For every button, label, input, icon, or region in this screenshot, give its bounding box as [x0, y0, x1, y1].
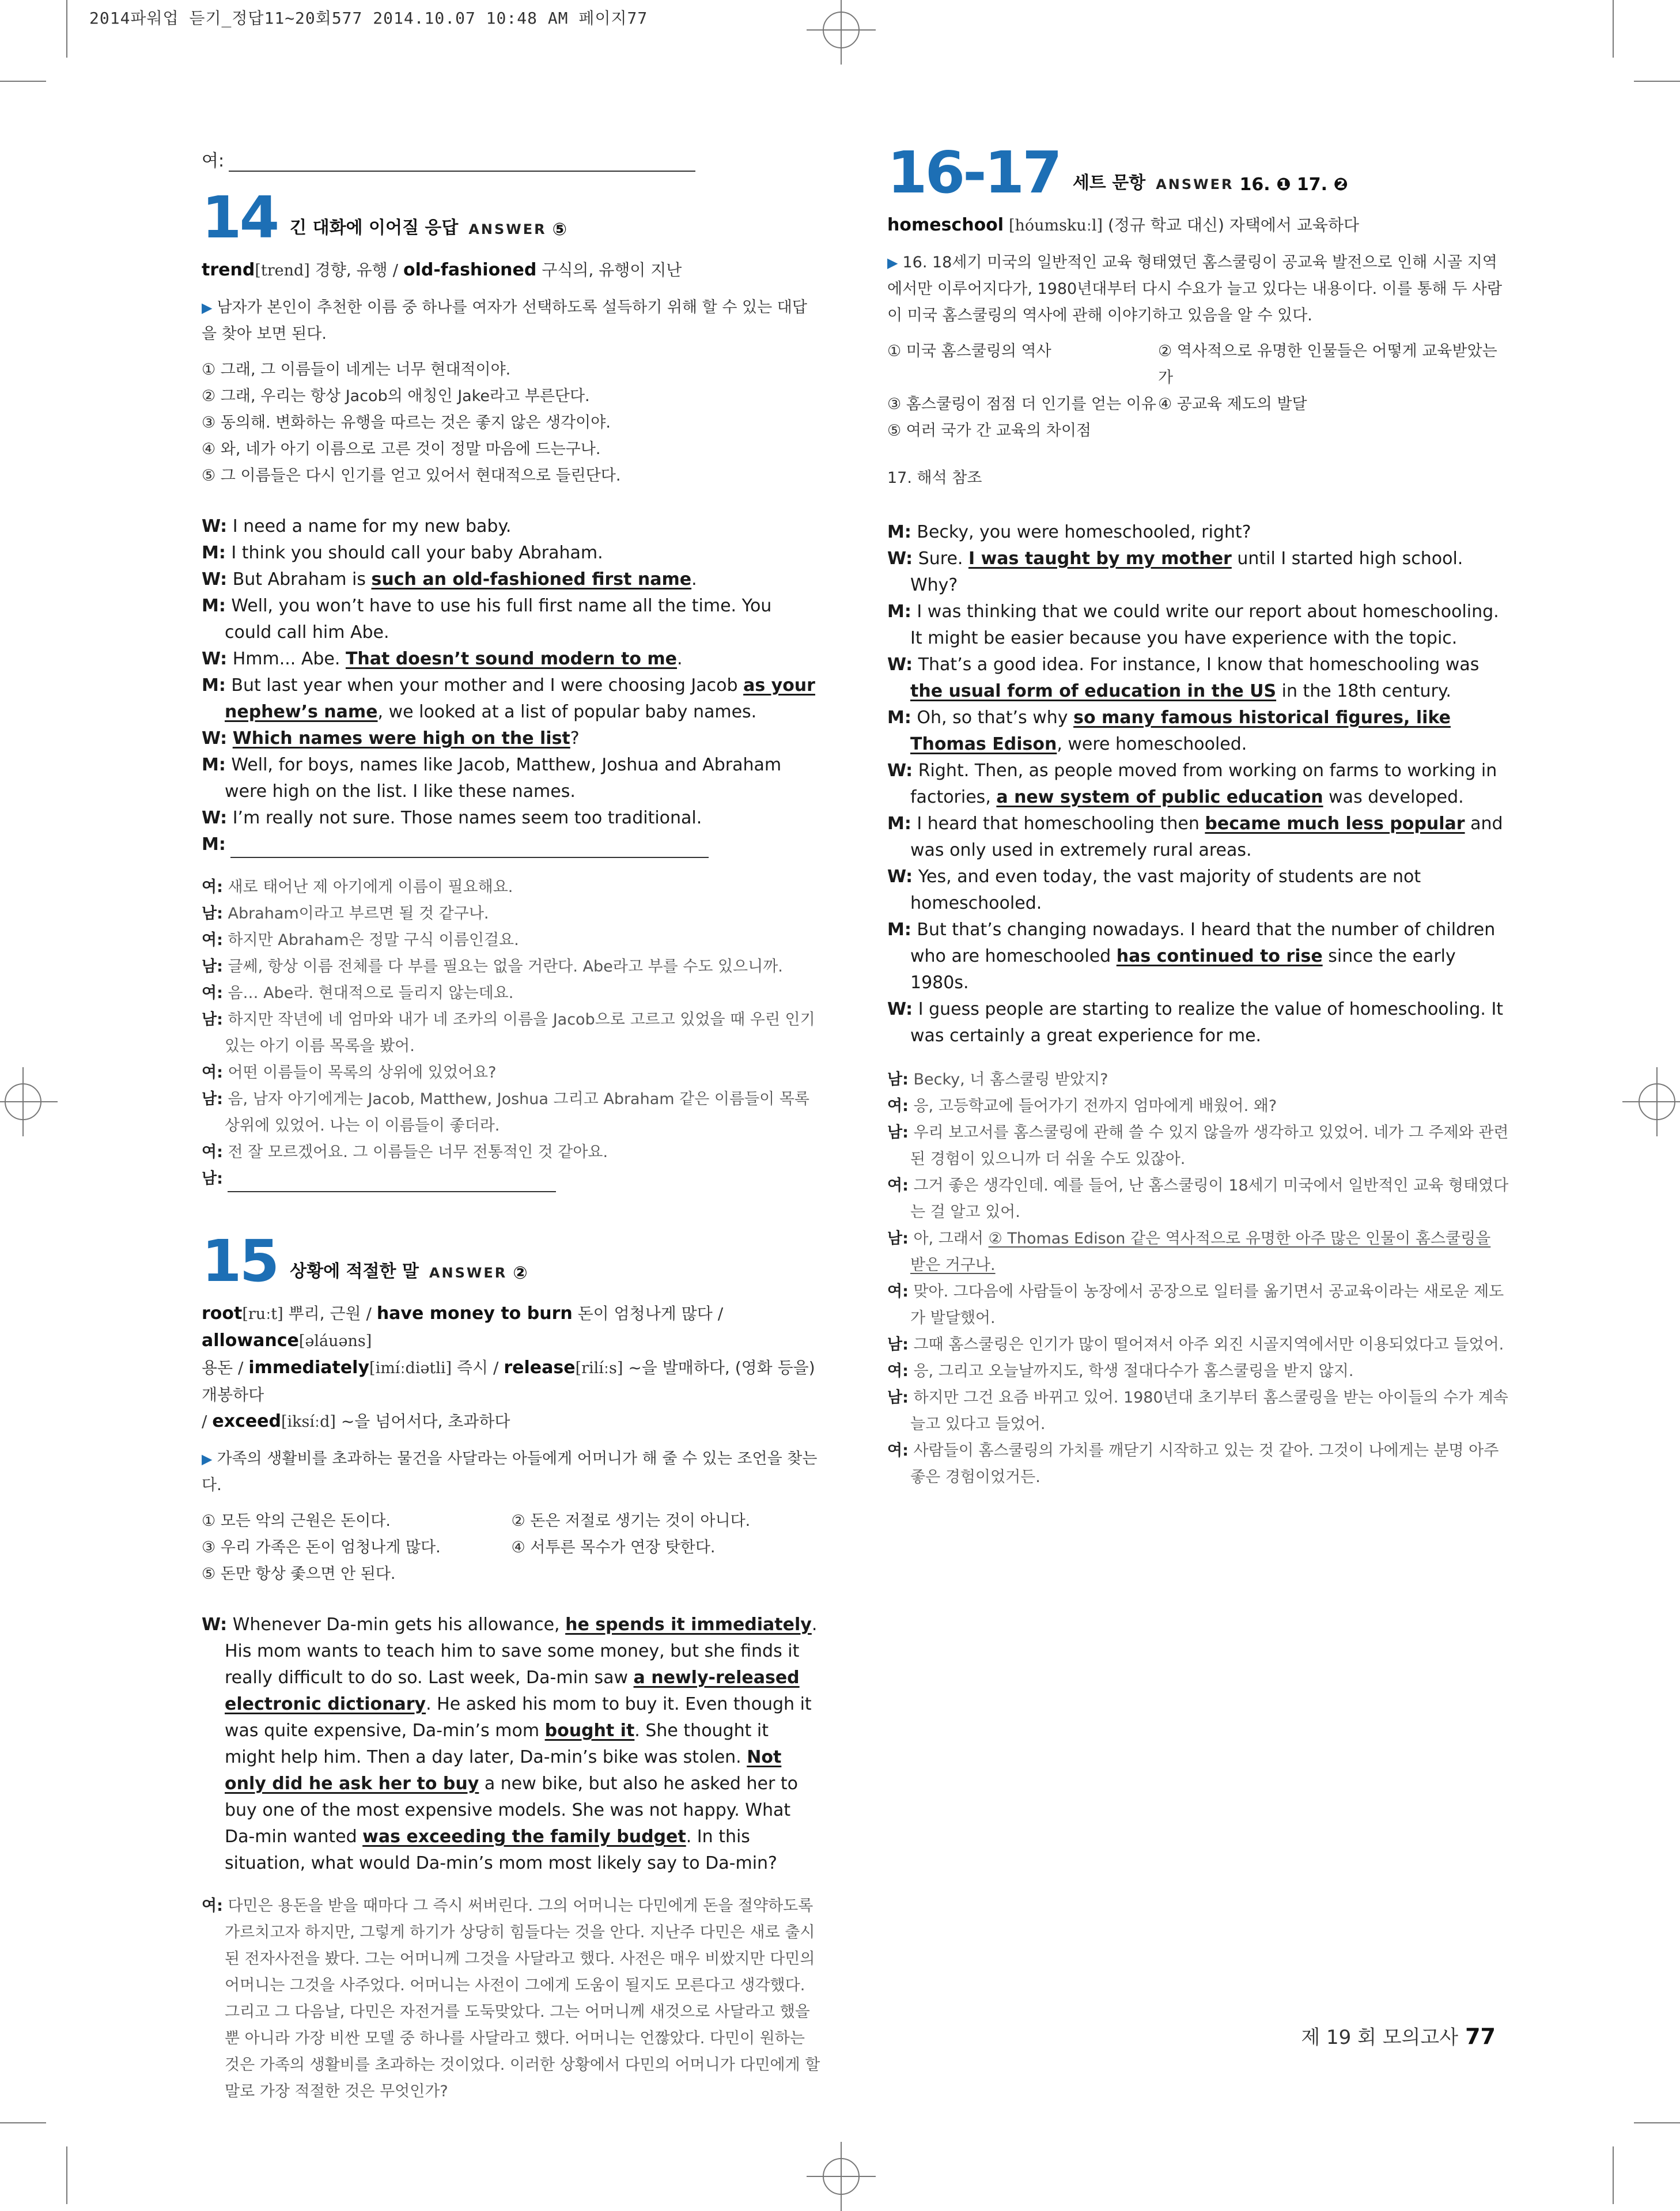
- speaker-label: 여:: [202, 1897, 223, 1915]
- speaker-label: W:: [202, 569, 228, 589]
- crop-mark: [0, 81, 46, 82]
- vocab-meaning: ~을 넘어서다, 초과하다: [340, 1412, 510, 1431]
- dialogue-translation: [887, 1067, 1509, 1491]
- key-phrase: was exceeding the family budget: [362, 1827, 686, 1847]
- translation-text: 음… Abe라. 현대적으로 들리지 않는데요.: [222, 984, 514, 1002]
- options-list: [202, 357, 821, 489]
- vocab-line: [202, 1408, 821, 1435]
- script-line: [887, 758, 1509, 811]
- speaker-label: 남:: [202, 905, 223, 923]
- translation-text: 어떤 이름들이 목록의 상위에 있었어요?: [222, 1064, 497, 1082]
- speaker-label: W:: [887, 761, 913, 781]
- script-text: That’s a good idea. For instance, I know that homeschooling was: [913, 655, 1480, 675]
- speaker-label: W:: [887, 549, 913, 569]
- script-text: . In this situation, what would Da-min’s mom most likely say to Da-min?: [225, 1827, 777, 1873]
- speaker-label: M:: [202, 543, 226, 563]
- script-text: Hmm... Abe.: [227, 649, 346, 669]
- key-phrase: has continued to rise: [1116, 946, 1323, 966]
- script-line: [202, 646, 821, 672]
- script-line: [202, 725, 821, 752]
- vocab-word: immediately: [248, 1358, 370, 1378]
- script-text: Yes, and even today, the vast majority of students are not homeschooled.: [910, 867, 1421, 913]
- speaker-label: M:: [202, 675, 226, 696]
- question-header: [887, 139, 1509, 206]
- monologue-translation: [202, 1893, 821, 2105]
- speaker-label: 여:: [202, 984, 223, 1002]
- script-text: I was thinking that we could write our report about homeschooling. It might be easier because you have experience with the topic.: [910, 602, 1499, 648]
- translation-text: 하지만 그건 요즘 바뀌고 있어. 1980년대 초기부터 홈스쿨링을 받는 아이들의 수가 계속 늘고 있다고 들었어.: [908, 1389, 1508, 1433]
- speaker-label: 여:: [887, 1442, 909, 1460]
- translation-text: 하지만 작년에 네 엄마와 내가 네 조카의 이름을 Jacob으로 고르고 있었을 때 우린 인기 있는 아기 이름 목록을 봤어.: [222, 1011, 815, 1055]
- script-text: Whenever Da-min gets his allowance,: [227, 1615, 566, 1635]
- question-header: [202, 1227, 821, 1295]
- vocab-ipa: [iksíːd]: [281, 1413, 336, 1431]
- speaker-label: W:: [887, 655, 913, 675]
- speaker-label: M:: [202, 755, 226, 775]
- speaker-label: W:: [887, 867, 913, 887]
- translation-line: [887, 1279, 1509, 1332]
- speaker-label: M:: [887, 814, 911, 834]
- translation-text: 새로 태어난 제 아기에게 이름이 필요해요.: [222, 878, 513, 896]
- script-line: [887, 917, 1509, 996]
- translation-line: [202, 1086, 821, 1139]
- speaker-label: 여:: [887, 1177, 909, 1195]
- translation-line: [887, 1358, 1509, 1385]
- monologue-script: [202, 1612, 821, 1877]
- answer-blank: [202, 144, 821, 172]
- option-item: ② 역사적으로 유명한 인물들은 어떻게 교육받았는가: [1158, 342, 1497, 387]
- option-item: ⑤ 돈만 항상 좇으면 안 된다.: [202, 1565, 396, 1583]
- option-item: ① 미국 홈스쿨링의 역사: [887, 342, 1051, 360]
- vocab-word: homeschool: [887, 215, 1004, 235]
- script-line: [887, 652, 1509, 705]
- crop-mark: [66, 2146, 67, 2204]
- vocab-list: [887, 212, 1509, 239]
- script-text: But that’s changing nowadays. I heard that the number of children who are homeschooled: [910, 920, 1496, 966]
- translation-line: [887, 1067, 1509, 1093]
- vocab-ipa: [imíːdiətli]: [369, 1359, 452, 1377]
- vocab-meaning: 돈이 엄청나게 많다 /: [577, 1304, 724, 1323]
- speaker-label: 여:: [202, 931, 223, 949]
- key-phrase: so many famous historical figures, like Thomas Edison: [910, 708, 1451, 754]
- speaker-label: 남:: [202, 1090, 223, 1108]
- script-text: . His mom wants to teach him to save some money, but she finds it really difficult to do so. Last week, Da-min saw: [225, 1615, 818, 1688]
- vocab-word: have money to burn: [376, 1303, 573, 1324]
- vocab-word: release: [504, 1358, 576, 1378]
- option-item: ④ 서투른 목수가 연장 탓한다.: [511, 1539, 716, 1556]
- translation-text: Becky, 너 홈스쿨링 받았지?: [908, 1071, 1108, 1089]
- script-text: a new bike, but also he asked her to buy one of the most expensive models. She was not happy. What Da-min wanted: [225, 1774, 798, 1847]
- script-text: [227, 728, 233, 749]
- script-line: [887, 705, 1509, 758]
- vocab-ipa: [trend]: [255, 262, 310, 279]
- option-item: ② 그래, 우리는 항상 Jacob의 애칭인 Jake라고 부른단다.: [202, 387, 590, 405]
- speaker-label: M:: [887, 920, 911, 940]
- script-text: Well, for boys, names like Jacob, Matthew, Joshua and Abraham were high on the list. I like these names.: [225, 755, 782, 802]
- right-column: [887, 139, 1509, 1491]
- option-item: ② 돈은 저절로 생기는 것이 아니다.: [511, 1512, 751, 1530]
- speaker-label: 여:: [887, 1097, 909, 1115]
- option-item: ④ 공교육 제도의 발달: [1158, 395, 1307, 413]
- translation-line: [887, 1120, 1509, 1173]
- left-column: [202, 144, 821, 2105]
- vocab-meaning: 경향, 유행 /: [315, 260, 399, 279]
- speaker-label: 남:: [887, 1071, 909, 1089]
- key-phrase: the usual form of education in the US: [910, 681, 1277, 701]
- script-text: in the 18th century.: [1276, 681, 1451, 701]
- option-item: ③ 홈스쿨링이 점점 더 인기를 얻는 이유: [887, 395, 1156, 413]
- crop-mark: [1613, 0, 1614, 58]
- key-phrase: I was taught by my mother: [968, 549, 1232, 569]
- script-text: Sure.: [913, 549, 968, 569]
- solution-hint: ▶ 16. 18세기 미국의 일반적인 교육 형태였던 홈스쿨링이 공교육 발전으로 인해 시골 지역에서만 이루어지다가, 1980년대부터 다시 수요가 늘고 있다는 내용이다. 이를 통해 두 사람이 미국 홈스쿨링의 역사에 관해 이야기하고 있음을 알 수 있다.: [887, 254, 1503, 324]
- vocab-meaning: 뿌리, 근원 /: [288, 1304, 372, 1323]
- vocab-list: [202, 257, 821, 284]
- script-line: [887, 519, 1509, 546]
- question-16-17: [887, 139, 1509, 1491]
- answer-underline: ② Thomas Edison 같은 역사적으로 유명한 아주 많은 인물이 홈스쿨링을 받은 거구나.: [910, 1230, 1491, 1274]
- translation-text: 음, 남자 아기에게는 Jacob, Matthew, Joshua 그리고 Abraham 같은 이름들이 목록 상위에 있었어. 나는 이 이름들이 좋더라.: [222, 1090, 809, 1135]
- key-phrase: bought it: [544, 1721, 635, 1741]
- option-item: ⑤ 그 이름들은 다시 인기를 얻고 있어서 현대적으로 들린단다.: [202, 467, 621, 485]
- translation-line: [887, 1438, 1509, 1491]
- vocab-meaning: 구식의, 유행이 지난: [542, 260, 682, 279]
- script-text: But last year when your mother and I were choosing Jacob: [225, 675, 744, 696]
- registration-mark: [1639, 1083, 1675, 1120]
- script-line: [202, 540, 821, 566]
- crop-mark: [0, 2122, 46, 2123]
- vocab-ipa: [hóumskuːl]: [1008, 217, 1103, 235]
- option-item: ③ 우리 가족은 돈이 엄청나게 많다.: [202, 1539, 441, 1556]
- script-line: [887, 599, 1509, 652]
- speaker-label: M:: [887, 708, 911, 728]
- speaker-label: M:: [202, 834, 226, 855]
- script-text: . He asked his mom to buy it. Even though it was quite expensive, Da-min’s mom: [225, 1694, 812, 1741]
- triangle-bullet-icon: ▶: [887, 255, 898, 271]
- speaker-label: 여:: [202, 878, 223, 896]
- question-title: 긴 대화에 이어질 응답: [290, 218, 459, 238]
- script-text: I need a name for my new baby.: [227, 516, 512, 536]
- speaker-label: 남:: [887, 1336, 909, 1354]
- key-phrase: became much less popular: [1205, 814, 1465, 834]
- script-text: I think you should call your baby Abraham.: [225, 543, 603, 563]
- speaker-label: 남:: [202, 1011, 223, 1029]
- vocab-word: allowance: [202, 1331, 299, 1351]
- translation-line: [202, 901, 821, 927]
- answer-value: 16. ❶ 17. ❷: [1239, 175, 1348, 195]
- translation-line: [202, 874, 821, 901]
- script-text: .: [691, 569, 697, 589]
- key-phrase: as your nephew’s name: [225, 675, 815, 722]
- translation-line: [202, 1139, 821, 1166]
- translation-line: [202, 927, 821, 954]
- vocab-ipa: [ruːt]: [242, 1305, 283, 1323]
- key-phrase: such an old-fashioned first name: [371, 569, 692, 589]
- dialogue-script: [202, 513, 821, 858]
- script-line: [887, 546, 1509, 599]
- speaker-label: 남:: [202, 1170, 223, 1188]
- speaker-label: 여:: [202, 1143, 223, 1161]
- script-line: [887, 996, 1509, 1049]
- speaker-label: 남:: [887, 1230, 909, 1248]
- question-number: 16-17: [887, 139, 1060, 206]
- script-line: [887, 811, 1509, 864]
- answer-label: ANSWER: [468, 221, 547, 237]
- script-line: [202, 672, 821, 725]
- vocab-list: [202, 1301, 821, 1435]
- vocab-word: old-fashioned: [403, 260, 537, 280]
- triangle-bullet-icon: ▶: [202, 1451, 213, 1467]
- translation-line: [202, 1007, 821, 1060]
- translation-line: [202, 954, 821, 980]
- translation-line: [887, 1385, 1509, 1438]
- translation-text: 사람들이 홈스쿨링의 가치를 깨닫기 시작하고 있는 것 같아. 그것이 나에게는 분명 아주 좋은 경험이었거든.: [908, 1442, 1499, 1486]
- translation-text: 우리 보고서를 홈스쿨링에 관해 쓸 수 있지 않을까 생각하고 있었어. 네가 그 주제와 관련된 경험이 있으니까 더 쉬울 수도 있잖아.: [908, 1124, 1509, 1168]
- vocab-meaning: (정규 학교 대신) 자택에서 교육하다: [1107, 216, 1360, 235]
- vocab-line: [202, 1301, 821, 1355]
- question-15: [202, 1227, 821, 2105]
- vocab-meaning: /: [202, 1412, 207, 1431]
- dialogue-script: [887, 519, 1509, 1049]
- option-item: ④ 와, 네가 아기 이름으로 고른 것이 정말 마음에 드는구나.: [202, 440, 601, 458]
- crop-mark: [1613, 2146, 1614, 2204]
- vocab-meaning: 용돈 /: [202, 1358, 244, 1377]
- script-line: [202, 566, 821, 593]
- question-title: 세트 문항: [1072, 173, 1146, 193]
- vocab-word: root: [202, 1303, 243, 1324]
- translation-text: 그때 홈스쿨링은 인기가 많이 떨어져서 아주 외진 시골지역에서만 이용되었다고 들었어.: [908, 1336, 1504, 1354]
- page-footer: [1301, 2021, 1496, 2050]
- translation-text: 응, 그리고 오늘날까지도, 학생 절대다수가 홈스쿨링을 받지 않지.: [908, 1362, 1354, 1380]
- translation-text: 아, 그래서: [908, 1230, 989, 1248]
- speaker-label: 여:: [202, 1064, 223, 1082]
- script-text: Becky, you were homeschooled, right?: [911, 522, 1251, 542]
- speaker-label: W:: [202, 516, 228, 536]
- script-text: , were homeschooled.: [1057, 734, 1247, 754]
- translation-text: 전 잘 모르겠어요. 그 이름들은 너무 전통적인 것 같아요.: [222, 1143, 608, 1161]
- solution-hint: ▶ 남자가 본인이 추천한 이름 중 하나를 여자가 선택하도록 설득하기 위해 할 수 있는 대답을 찾아 보면 된다.: [202, 298, 807, 343]
- speaker-label: W:: [887, 999, 913, 1019]
- solution-hint: ▶ 가족의 생활비를 초과하는 물건을 사달라는 아들에게 어머니가 해 줄 수 있는 조언을 찾는다.: [202, 1450, 818, 1494]
- speaker-label: W:: [202, 728, 228, 749]
- script-line: [202, 513, 821, 540]
- registration-mark: [823, 12, 860, 48]
- option-item: ① 그래, 그 이름들이 네게는 너무 현대적이야.: [202, 361, 511, 379]
- script-text: was developed.: [1323, 787, 1464, 807]
- script-text: .: [677, 649, 683, 669]
- question-header: [202, 184, 821, 251]
- solution-hint: 17. 해석 참조: [887, 469, 982, 487]
- vocab-meaning: 즉시 /: [457, 1358, 499, 1377]
- crop-mark: [1634, 2122, 1680, 2123]
- translation-text: 하지만 Abraham은 정말 구식 이름인걸요.: [222, 931, 519, 949]
- answer-label: ANSWER: [429, 1265, 508, 1281]
- translation-text: 글쎄, 항상 이름 전체를 다 부를 필요는 없을 거란다. Abe라고 부를 수도 있으니까.: [222, 958, 783, 976]
- page-number: 77: [1465, 2024, 1496, 2049]
- options-list: [887, 338, 1509, 444]
- script-line: [202, 805, 821, 832]
- question-number: 14: [202, 184, 278, 251]
- triangle-bullet-icon: ▶: [202, 300, 213, 316]
- answer-value: ②: [513, 1263, 528, 1283]
- key-phrase: That doesn’t sound modern to me: [345, 649, 678, 669]
- registration-mark: [823, 2158, 860, 2195]
- script-text: Well, you won’t have to use his full first name all the time. You could call him Abe.: [225, 596, 772, 642]
- script-text: I’m really not sure. Those names seem too traditional.: [227, 808, 702, 828]
- translation-text: Abraham이라고 부르면 될 것 같구나.: [222, 905, 489, 923]
- answer-blank: [202, 1166, 821, 1192]
- registration-mark: [5, 1083, 41, 1120]
- crop-mark: [66, 0, 67, 58]
- script-line: [887, 864, 1509, 917]
- vocab-ipa: [əláuəns]: [298, 1332, 372, 1350]
- vocab-line: [202, 1355, 821, 1408]
- question-14: [202, 184, 821, 1192]
- answer-blank: [202, 832, 821, 858]
- options-list: [202, 1508, 821, 1588]
- key-phrase: a new system of public education: [996, 787, 1323, 807]
- script-text: Right. Then, as people moved from working on farms to working in factories,: [910, 761, 1497, 807]
- question-number: 15: [202, 1227, 278, 1295]
- speaker-label: M:: [202, 596, 226, 616]
- crop-mark: [1634, 81, 1680, 82]
- script-text: But Abraham is: [227, 569, 372, 589]
- vocab-ipa: [rilíːs]: [575, 1359, 623, 1377]
- script-text: , we looked at a list of popular baby names.: [377, 702, 757, 722]
- option-item: ③ 동의해. 변화하는 유행을 따르는 것은 좋지 않은 생각이야.: [202, 414, 611, 432]
- script-text: ?: [570, 728, 580, 749]
- key-phrase: Which names were high on the list: [232, 728, 570, 749]
- script-text: I guess people are starting to realize the value of homeschooling. It was certainly a great experience for me.: [910, 999, 1504, 1046]
- speaker-label: 남:: [887, 1389, 909, 1407]
- translation-text: 다민은 용돈을 받을 때마다 그 즉시 써버린다. 그의 어머니는 다민에게 돈을 절약하도록 가르치고자 하지만, 그렇게 하기가 상당히 힘들다는 것을 안다. 지난주 다민은 새로 출시된 전자사전을 봤다. 그는 어머니께 그것을 사달라고 했다. 사전은 매우 비쌌지만 다민의 어머니는 그것을 사주었다. 어머니는 사전이 그에게 도움이 될지도 모른다고 생각했다. 그리고 그 다음날, 다민은 자전거를 도둑맞았다. 그는 어머니께 새것으로 사달라고 했을 뿐 아니라 가장 비싼 모델 중 하나를 사달라고 했다. 어머니는 언짢았다. 다민이 원하는 것은 가족의 생활비를 초과하는 것이었다. 이러한 상황에서 다민의 어머니가 다민에게 할 말로 가장 적절한 것은 무엇인가?: [222, 1897, 820, 2100]
- speaker-label: 여:: [887, 1362, 909, 1380]
- script-text: until I started high school. Why?: [910, 549, 1463, 595]
- speaker-label: 남:: [202, 958, 223, 976]
- translation-text: 맞아. 그다음에 사람들이 농장에서 공장으로 일터를 옮기면서 공교육이라는 새로운 제도가 발달했어.: [908, 1283, 1504, 1327]
- script-text: I heard that homeschooling then: [911, 814, 1205, 834]
- translation-line: [202, 1060, 821, 1086]
- key-phrase: a newly-released electronic dictionary: [225, 1668, 800, 1714]
- option-item: ⑤ 여러 국가 간 교육의 차이점: [887, 422, 1092, 440]
- exam-label: 제 19 회 모의고사: [1301, 2026, 1459, 2049]
- speaker-label: 남:: [887, 1124, 909, 1142]
- option-item: ① 모든 악의 근원은 돈이다.: [202, 1512, 391, 1530]
- question-title: 상황에 적절한 말: [290, 1261, 419, 1282]
- translation-line: [887, 1226, 1509, 1279]
- translation-text: 응, 고등학교에 들어가기 전까지 엄마에게 배웠어. 왜?: [908, 1097, 1277, 1115]
- speaker-label: W:: [202, 1615, 228, 1635]
- script-text: . She thought it might help him. Then a day later, Da-min’s bike was stolen.: [225, 1721, 769, 1767]
- vocab-word: trend: [202, 260, 255, 280]
- script-text: Oh, so that’s why: [911, 708, 1074, 728]
- answer-value: ⑤: [552, 220, 567, 240]
- speaker-label: 여:: [202, 151, 225, 171]
- vocab-word: exceed: [212, 1411, 281, 1431]
- speaker-label: 여:: [887, 1283, 909, 1301]
- key-phrase: Not only did he ask her to buy: [225, 1747, 782, 1794]
- speaker-label: W:: [202, 808, 228, 828]
- print-slug: 2014파워업 듣기_정답11~20회577 2014.10.07 10:48 AM 페이지77: [89, 9, 648, 28]
- script-text: and was only used in extremely rural areas.: [910, 814, 1503, 860]
- script-line: [202, 752, 821, 805]
- translation-text: 그거 좋은 생각인데. 예를 들어, 난 홈스쿨링이 18세기 미국에서 일반적인 교육 형태였다는 걸 알고 있어.: [908, 1177, 1509, 1221]
- key-phrase: he spends it immediately: [565, 1615, 812, 1635]
- dialogue-translation: [202, 874, 821, 1192]
- script-text: since the early 1980s.: [910, 946, 1456, 993]
- speaker-label: M:: [887, 602, 911, 622]
- translation-line: [887, 1332, 1509, 1358]
- script-line: [202, 593, 821, 646]
- vocab-meaning: ~을 발매하다, (영화 등을) 개봉하다: [202, 1358, 815, 1404]
- speaker-label: M:: [887, 522, 911, 542]
- translation-line: [887, 1173, 1509, 1226]
- translation-line: [887, 1093, 1509, 1120]
- answer-label: ANSWER: [1156, 176, 1234, 192]
- translation-line: [202, 980, 821, 1007]
- speaker-label: W:: [202, 649, 228, 669]
